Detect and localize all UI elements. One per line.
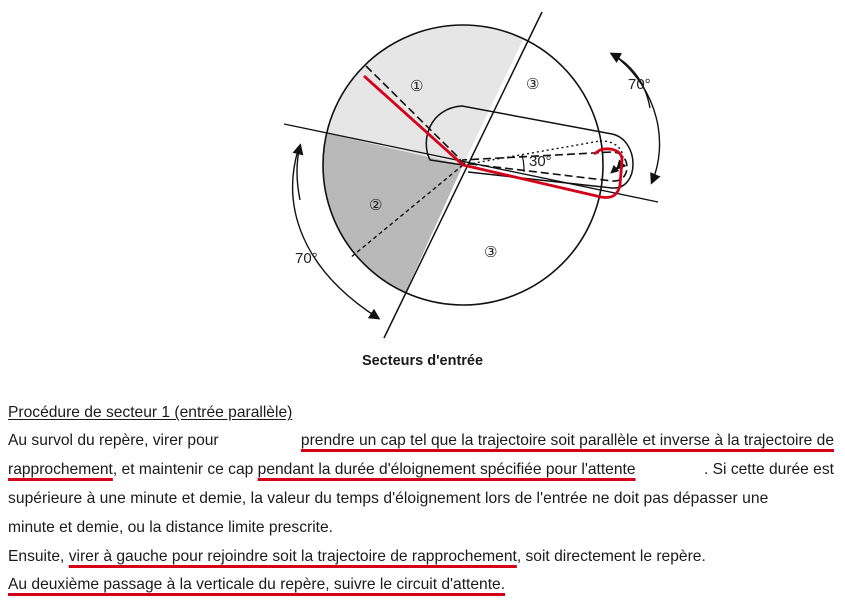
angle-70-right-label: 70° — [628, 76, 651, 93]
p1-l3-text: supérieure à une minute et demie, la valeur du temps d'éloignement lors de l'entrée ne doit pas dépasser une — [8, 490, 769, 507]
p1-l1-plain: Au survol du repère, virer pour — [8, 432, 219, 449]
paragraph-1-line-3 — [8, 490, 834, 508]
section-heading: Procédure de secteur 1 (entrée parallèle) — [8, 404, 293, 421]
p1-l2-plain-2: . Si cette durée est — [703, 461, 834, 478]
p1-l4-text: minute et demie, ou la distance limite prescrite. — [8, 519, 334, 536]
angle-70-left-label: 70° — [295, 250, 318, 267]
heading-line — [8, 404, 834, 422]
figure-caption: Secteurs d'entrée — [361, 353, 484, 369]
paragraph-3 — [8, 576, 834, 594]
p1-l2-highlight-1: rapprochement — [8, 461, 113, 478]
paragraph-1-line-2 — [8, 461, 834, 479]
p2-highlight: virer à gauche pour rejoindre soit la trajectoire de rapprochement — [68, 548, 517, 565]
angle-30-label: 30° — [529, 153, 552, 170]
sector-3-top-label: ③ — [526, 75, 540, 93]
sector-2-label: ② — [369, 196, 383, 214]
p2-plain-1: Ensuite, — [8, 548, 69, 565]
p2-plain-2: , soit directement le repère. — [516, 548, 706, 565]
p3-highlight: Au deuxième passage à la verticale du repère, suivre le circuit d'attente. — [8, 576, 506, 593]
paragraph-1-line-4 — [8, 519, 834, 537]
sector-1-label: ① — [410, 77, 424, 95]
paragraph-1-line-1 — [8, 432, 834, 450]
paragraph-2 — [8, 548, 834, 566]
sector-3-bottom-label: ③ — [484, 243, 498, 261]
p1-l2-plain-1: , et maintenir ce cap — [112, 461, 258, 478]
p1-l1-highlight: prendre un cap tel que la trajectoire soit parallèle et inverse à la trajectoire de — [300, 432, 834, 449]
p1-l2-highlight-2: pendant la durée d'éloignement spécifiée pour l'attente — [257, 461, 636, 478]
